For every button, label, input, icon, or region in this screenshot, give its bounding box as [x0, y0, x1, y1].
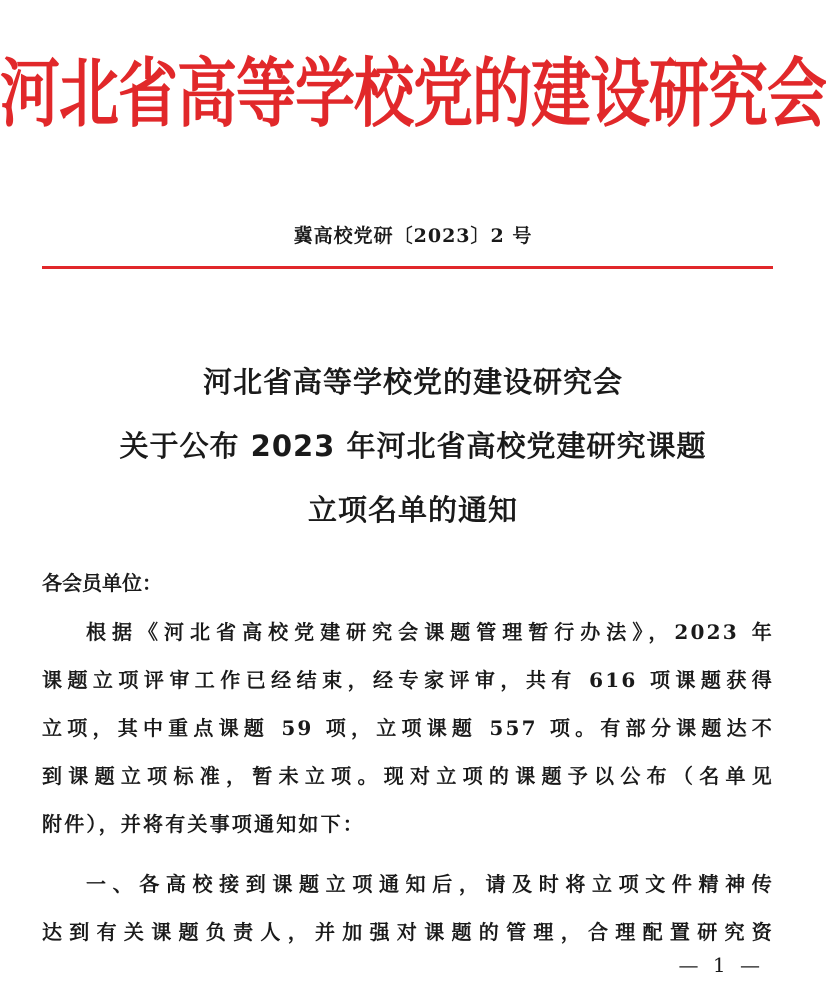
paragraph-line: 达到有关课题负责人，并加强对课题的管理，合理配置研究资	[42, 920, 774, 944]
paragraph-line: 到课题立项标准，暂未立项。现对立项的课题予以公布（名单见	[42, 764, 774, 788]
notice-title	[0, 350, 826, 542]
title-line-2: 关于公布 2023 年河北省高校党建研究课题	[119, 429, 707, 463]
paragraph-line: 立项，其中重点课题 59 项，立项课题 557 项。有部分课题达不	[42, 716, 774, 740]
page-number: — 1 —	[678, 953, 764, 977]
paragraph-line: 一、各高校接到课题立项通知后，请及时将立项文件精神传	[86, 872, 774, 896]
title-line-1: 河北省高等学校党的建设研究会	[202, 365, 623, 399]
salutation: 各会员单位：	[42, 571, 162, 595]
paragraph-line: 根据《河北省高校党建研究会课题管理暂行办法》，2023 年	[86, 620, 774, 644]
paragraph-2	[42, 864, 774, 960]
title-line-3: 立项名单的通知	[307, 493, 518, 527]
red-header-org-name: 河北省高等学校党的建设研究会	[0, 50, 826, 138]
paragraph-1	[42, 612, 774, 852]
paragraph-line: 附件），并将有关事项通知如下：	[42, 812, 365, 836]
document-number: 冀高校党研〔2023〕2 号	[293, 225, 533, 247]
paragraph-line: 课题立项评审工作已经结束，经专家评审，共有 616 项课题获得	[42, 668, 774, 692]
red-divider-line	[42, 266, 773, 269]
